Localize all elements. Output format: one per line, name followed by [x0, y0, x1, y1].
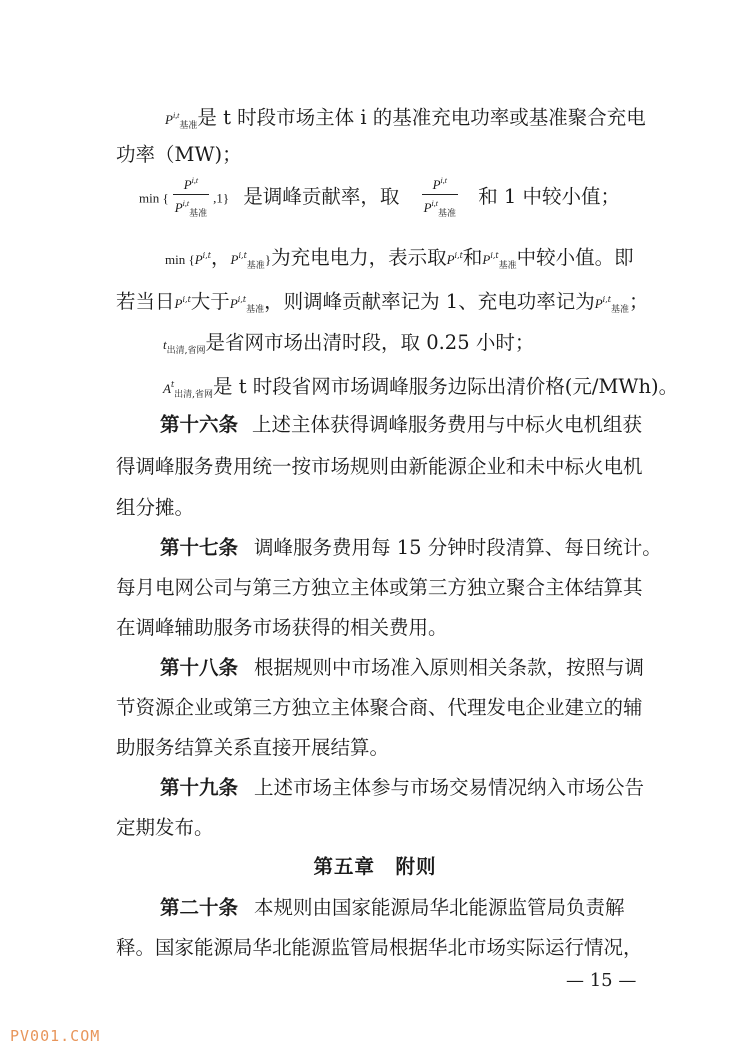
- text: 是 t 时段市场主体 i 的基准充电功率或基准聚合充电: [197, 106, 646, 129]
- formula-line-4: $\min \{P^{i,t}$，P$^{i,t}_{基准}$}为充电电力，表示取P$^{i,t}$和P$^{i,t}_{基准}$中较小值。即: [165, 246, 634, 271]
- article-title: 第十九条: [160, 776, 239, 799]
- article-20-line-1: 第二十条 本规则由国家能源局华北能源监管局负责解: [160, 896, 625, 919]
- article-17-line-1: 第十七条 调峰服务费用每 15 分钟时段清算、每日统计。: [160, 536, 662, 559]
- article-title: 第二十条: [160, 896, 239, 919]
- formula-line-5: 若当日P$^{i,t}$大于P$^{i,t}_{基准}$，则调峰贡献率记为 1、充电功率记为P$^{i,t}_{基准}$；: [116, 290, 649, 315]
- article-17-line-3: 在调峰辅助服务市场获得的相关费用。: [116, 616, 448, 639]
- article-title: 第十八条: [160, 656, 239, 679]
- formula-line-7: $A^t_{出清,省网}$是 t 时段省网市场调峰服务边际出清价格(元/MWh)。: [163, 375, 679, 400]
- fraction-ratio: $\frac{P^{i,t}}{P^{i,t}_{基准}}$: [422, 172, 458, 222]
- watermark: PV001.COM: [10, 1027, 101, 1045]
- fraction-min: $\frac{P^{i,t}}{P^{i,t}_{基准}}$: [173, 172, 209, 222]
- article-16-line-3: 组分摊。: [116, 496, 195, 519]
- formula-line-1: [165, 101, 646, 140]
- article-19-line-2: 定期发布。: [116, 816, 214, 839]
- article-title: 第十七条: [160, 536, 239, 559]
- formula-line-3: min { $\frac{P^{i,t}}{P^{i,t}_{基准}}$ ,1} 是调峰贡献率，取 $\frac{P^{i,t}}{P^{i,t}_{基准}}$ 和 1 中较小值；: [139, 172, 620, 222]
- page-number: — 15 —: [566, 970, 637, 991]
- article-18-line-1: 第十八条 根据规则中市场准入原则相关条款，按照与调: [160, 656, 645, 679]
- power-symbol: P$^{i,t}_{基准}$: [165, 111, 198, 130]
- article-18-line-3: 助服务结算关系直接开展结算。: [116, 736, 390, 759]
- formula-line-2: 功率（MW)；: [116, 143, 242, 166]
- article-20-line-2: 释。国家能源局华北能源监管局根据华北市场实际运行情况，: [116, 936, 643, 959]
- article-16-line-1: 第十六条 上述主体获得调峰服务费用与中标火电机组获: [160, 413, 643, 436]
- article-17-line-2: 每月电网公司与第三方独立主体或第三方独立聚合主体结算其: [116, 576, 643, 599]
- formula-line-6: $t_{出清,省网}$是省网市场出清时段，取 0.25 小时；: [163, 331, 535, 356]
- chapter-heading: 第五章 附则: [313, 855, 437, 878]
- article-19-line-1: 第十九条 上述市场主体参与市场交易情况纳入市场公告: [160, 776, 645, 799]
- article-16-line-2: 得调峰服务费用统一按市场规则由新能源企业和未中标火电机: [116, 455, 643, 478]
- article-title: 第十六条: [160, 413, 239, 436]
- article-18-line-2: 节资源企业或第三方独立主体聚合商、代理发电企业建立的辅: [116, 696, 643, 719]
